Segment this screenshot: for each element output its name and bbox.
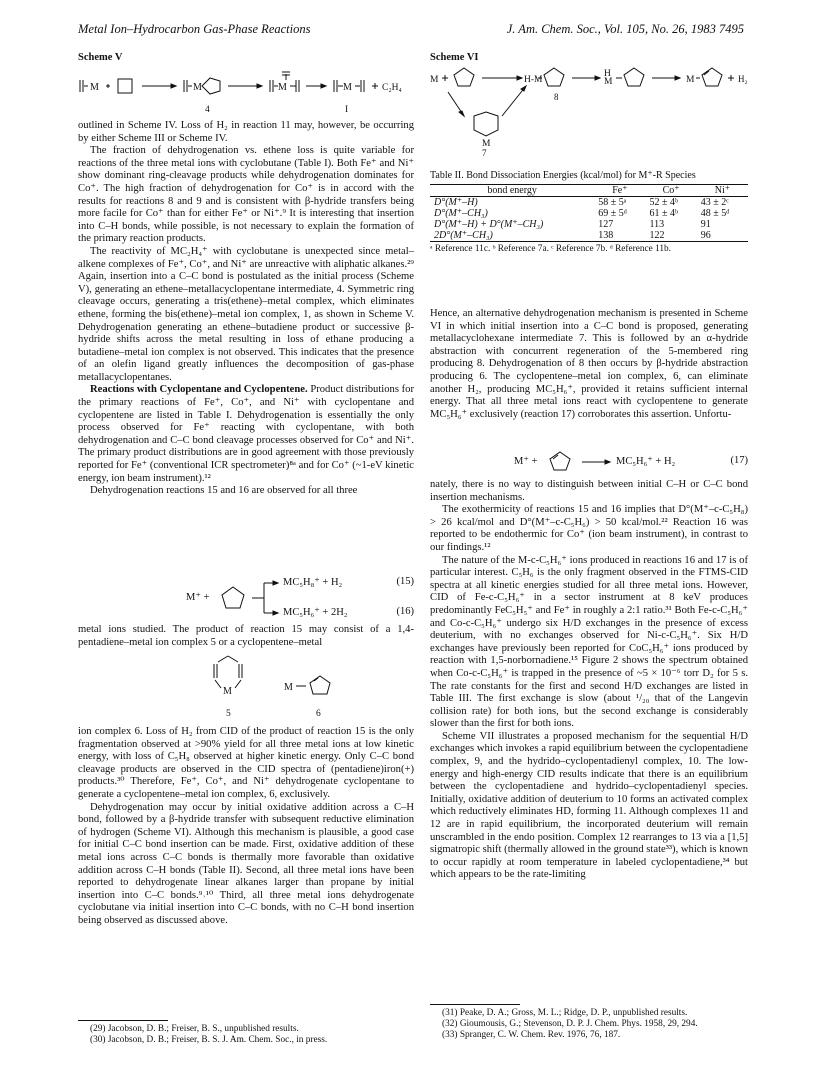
left-column-mid <box>78 624 414 649</box>
footnote-rule <box>430 1004 520 1005</box>
scheme-v-diagram <box>78 66 414 118</box>
table-row <box>430 197 748 209</box>
svg-text:M: M <box>284 682 293 693</box>
table-cell: 52 ± 4ᵇ <box>649 197 679 208</box>
section-heading: Reactions with Cyclopentane and Cyclopentene. <box>90 384 308 396</box>
table-cell: 127 <box>598 219 614 230</box>
paragraph: Hence, an alternative dehydrogenation mechanism is presented in Scheme VI in which initial insertion into a C–C bond is proposed, generating metallacyclohexane intermediate 7. This is followed by an α-hydride abstraction with concurrent regeneration of the 5-membered ring producing 8. Dehydrogenation of 8 then occurs by β-hydride abstraction producing 6. The cyclopentene–metal ion complex, 6, can eliminate another H₂, producing MC₅H₆⁺, provided it retains sufficient internal energy. That all three metal ions react with cyclopentene to generate MC₅H₆⁺ exclusively (reaction 17) corroborates this assertion. Unfortu- <box>430 308 748 420</box>
svg-text:M: M <box>278 82 287 93</box>
svg-text:M: M <box>343 82 352 93</box>
product-16: MC₅H₆⁺ + 2H₂ <box>283 607 348 618</box>
footnotes-left <box>78 1024 414 1046</box>
footnote: (31) Peake, D. A.; Gross, M. L.; Ridge, D. P., unpublished results. <box>442 1008 688 1018</box>
table-header-cell: Co⁺ <box>662 185 680 196</box>
reactant-m-plus: M⁺ + <box>186 592 210 603</box>
scheme-vi-diagram <box>430 64 760 156</box>
product-15: MC₅H₈⁺ + H₂ <box>283 577 343 588</box>
table-cell: D°(M⁺–H) <box>434 197 478 208</box>
table-cell: 2D°(M⁺–CH₃) <box>434 230 493 241</box>
product-17: MC₅H₆⁺ + H₂ <box>616 456 676 467</box>
footnotes-right <box>430 1008 748 1042</box>
structure-label-6: 6 <box>316 709 321 719</box>
paragraph-body: Product distributions for the primary reactions of Fe⁺, Co⁺, and Ni⁺ with cyclopentane and cyclopentene are listed in Table I. Dehydrogenation is essentially the only process observed for Fe⁺ reacting with cyclopentane, with both dehydrogenation and C–C bond cleavage processes observed for Co⁺ and Ni⁺. The primary product distributions are in good agreement with those previously reported for Fe⁺ (conventional ICR spectrometer)⁸ᵃ and for Co⁺ (~1-eV kinetic energy, ion beam instrument).¹² <box>78 384 414 484</box>
table-header-cell: Fe⁺ <box>612 185 628 196</box>
reaction-15-16 <box>78 575 414 621</box>
right-column-lower <box>430 479 748 882</box>
table-ii <box>430 170 748 255</box>
paragraph <box>78 384 414 485</box>
scheme-v-label-4: 4 <box>205 105 210 115</box>
scheme-vi-label-8: 8 <box>554 92 559 102</box>
scheme-v-label: Scheme V <box>78 52 123 63</box>
table-header-row <box>430 185 748 197</box>
table-cell: 43 ± 2ᶜ <box>700 197 729 208</box>
cyclopentane-structure <box>78 575 414 621</box>
scheme-v-label-1: I <box>345 105 349 115</box>
table-header-cell: bond energy <box>487 185 537 196</box>
left-column-upper <box>78 120 414 498</box>
reactant-m-plus: M⁺ + <box>514 456 538 467</box>
paragraph: The reactivity of MC₂H₄⁺ with cyclobutane is unexpected since metal–alkene complexes of Fe⁺, Co⁺, and Ni⁺ are unreactive with aliphatic alkanes.²⁹ Again, insertion into a C–C bond is postulated as the initial process (Scheme V), generating an ethene–metallacyclopentane intermediate, 4. Symmetric ring cleavage occurs, generating a tris(ethene)–metal complex, which eliminates ethene, forming the bis(ethene)–metal ion complex, 1, as shown in Scheme V. Dehydrogenation generating an ethene–butadiene product or successive β-hydride shifts across the metal resulting in loss of ethane producing a butadiene–metal ion complex is not observed. This indicates that the presence of an olefin ligand greatly influences the decomposition of gas-phase metallacyclopentanes. <box>78 245 414 383</box>
svg-text:M: M <box>686 75 695 85</box>
table-cell: 122 <box>649 230 665 241</box>
svg-text:M: M <box>604 77 613 87</box>
table-cell: 69 ± 5ᵈ <box>598 208 627 219</box>
svg-text:M: M <box>482 139 491 149</box>
structures-5-6 <box>78 652 414 722</box>
paragraph: The nature of the M-c-C₅H₆⁺ ions produced in reactions 16 and 17 is of particular interest. C₅H₆ is the only fragment observed in the FTMS-CID spectra at all kinetic energies studied for all three metal ions. However, CID of Fe-c-C₅H₆⁺ in a sector instrument at 8 keV produces predominantly FeC₅H₅⁺ and Fe⁺ in roughly a 2:1 ratio.³¹ Both Fe-c-C₅H₆⁺ and Co-c-C₅H₆⁺ undergo six H/D exchanges in the presence of excess deuterium, with no exchanges observed for Ni-c-C₅H₆⁺. Six H/D exchanges have previously been reported for CoC₅H₆⁺ ions produced by reaction with 1,5-norbornadiene.¹⁵ Figure 2 shows the spectrum obtained when Co-c-C₅H₆⁺ is trapped in the presence of ~5 × 10⁻⁶ torr D₂ for 5 s. The rate constants for the first and second H/D exchanges are listed in Table III. The first exchange is slow (about ¹/₂₀ that of the Langevin collision rate) for both ions, but the second exchange is considerably slower than the first for both ions. <box>430 554 748 730</box>
running-header-journal: J. Am. Chem. Soc., Vol. 105, No. 26, 1983 7495 <box>506 22 744 36</box>
paragraph: Scheme VII illustrates a proposed mechanism for the sequential H/D exchanges which invokes a rapid equilibrium between the cyclopentadiene complex, 9, and the hydrido–cyclopentadienyl complex, 10. The low-energy and high-energy CID results indicate that there is an equilibrium between the cyclopentadiene and hydrido–cyclopentadienyl species. Initially, oxidative addition of deuterium to 10 forms an activated complex which reductively eliminates HD, forming 11. Although complexes 11 and 12 are in rapid equilibrium, the incorporated deuterium will remain unscrambled in the endo position. Complex 12 rearranges to 13 via a [1,5] sigmatropic shift (thermally allowed in the ground state³³), which is known to occur rapidly at room temperature in labeled cyclopentadiene,³⁴ but which appears to be the rate-limiting <box>430 730 748 881</box>
eq-number-15: (15) <box>396 576 414 587</box>
running-header-title: Metal Ion–Hydrocarbon Gas-Phase Reactions <box>78 22 311 36</box>
table-footnote: ᵃ Reference 11c. ᵇ Reference 7a. ᶜ Reference 7b. ᵈ Reference 11b. <box>430 244 671 254</box>
table-cell: 138 <box>598 230 614 241</box>
svg-text:H-M: H-M <box>524 75 543 85</box>
svg-text:M: M <box>90 82 99 93</box>
table-cell: 58 ± 5ᵃ <box>598 197 627 208</box>
structure-label-5: 5 <box>226 709 231 719</box>
paragraph: The exothermicity of reactions 15 and 16 implies that D°(M⁺–c-C₅H₈) > 26 kcal/mol and D°(M⁺–c-C₅H₆) > 50 kcal/mol.²² Reaction 16 was reported to be endothermic for Co⁺ (ion beam instrument), in contrast to our findings.¹² <box>430 504 748 553</box>
paragraph: nately, there is no way to distinguish between initial C–H or C–C bond insertion mechanisms. <box>430 479 748 503</box>
reaction-17 <box>430 450 748 474</box>
table-cell: 91 <box>700 219 711 230</box>
table-cell: D°(M⁺–H) + D°(M⁺–CH₃) <box>434 219 544 230</box>
eq-number-16: (16) <box>396 606 414 617</box>
table-header-cell: Ni⁺ <box>714 185 730 196</box>
table-caption: Table II. Bond Dissociation Energies (kcal/mol) for M⁺-R Species <box>430 170 696 181</box>
footnote: (32) Gioumousis, G.; Stevenson, D. P. J. Chem. Phys. 1958, 29, 294. <box>442 1019 698 1030</box>
footnote-rule <box>78 1020 168 1021</box>
footnote: (30) Jacobson, D. B.; Freiser, B. S. J. Am. Chem. Soc., in press. <box>90 1035 328 1046</box>
scheme-v-ethene: C₂H₄ <box>382 83 402 93</box>
scheme-vi-h2: H₂ <box>738 74 748 84</box>
table-cell: 96 <box>700 230 711 241</box>
scheme-vi-label: Scheme VI <box>430 52 479 63</box>
table-cell: 61 ± 4ᵇ <box>649 208 679 219</box>
table-row <box>430 219 748 230</box>
paragraph: metal ions studied. The product of reaction 15 may consist of a 1,4-pentadiene–metal ion complex 5 or a cyclopentene–metal <box>78 624 414 648</box>
table-cell: 113 <box>649 219 665 230</box>
table-row <box>430 230 748 242</box>
footnote: (33) Spranger, C. W. Chem. Rev. 1976, 76, 187. <box>442 1030 621 1041</box>
table-cell: D°(M⁺–CH₃) <box>434 208 488 219</box>
eq-number-17: (17) <box>730 455 748 466</box>
paragraph: ion complex 6. Loss of H₂ from CID of the product of reaction 15 is the only fragmentation observed at >90% yield for all three metal ions at low kinetic energy, with loss of C₅H₈ observed at higher kinetic energy. Only C–C bond cleavage products are observed in the CID spectra of (pentadiene)iron(+) products.³⁰ Therefore, Fe⁺, Co⁺, and Ni⁺ dehydrogenate cyclopentane to generate a cyclopentene–metal ion complex, 6, exclusively. <box>78 726 414 800</box>
right-column-upper <box>430 308 748 421</box>
svg-text:M: M <box>193 82 202 93</box>
paragraph: outlined in Scheme IV. Loss of H₂ in reaction 11 may, however, be occurring by either Scheme III or Scheme IV. <box>78 120 414 144</box>
svg-text:M: M <box>223 686 232 697</box>
bond-energy-table <box>430 184 748 242</box>
table-row <box>430 208 748 219</box>
paragraph: Dehydrogenation may occur by initial oxidative addition across a C–H bond, followed by a β-hydride transfer with subsequent reductive elimination of hydrogen (Scheme VI). Although this mechanism is plausible, a good case for initial C–C bond insertion can be made. First, oxidative addition of these metal ions across C–C bonds is thermally more favorable than oxidative addition across C–H bonds (Table II). Second, all three metal ions have been reported to dehydrogenate linear alkanes larger than propane by initial insertion into C–C bonds.⁹˒¹⁰ Third, all three metal ions dehydrogenate cyclobutane via initial insertion into C–C bonds, with no C–H bond insertion being observed as discussed above. <box>78 801 414 926</box>
cyclopentene-structure <box>430 450 748 474</box>
paragraph: The fraction of dehydrogenation vs. ethene loss is quite variable for reactions of the three metal ions with cyclobutane (Table I). Both Fe⁺ and Ni⁺ show dominant ring-cleavage products while dehydrogenation dominates for Co⁺. The high fraction of dehydrogenation for Co⁺ is in accord with the results for reactions 8 and 9 and is consistent with β-hydride transfers being more facile for Co⁺ than for either Fe⁺ or Ni⁺.⁹ It is interesting that insertion into C–H bonds, while possible, is not necessary to explain the formation of the primary reaction products. <box>78 145 414 245</box>
footnote: (29) Jacobson, D. B.; Freiser, B. S., unpublished results. <box>90 1024 299 1034</box>
svg-text:M: M <box>430 75 439 85</box>
table-cell: 48 ± 5ᵈ <box>700 208 730 219</box>
svg-text:H: H <box>604 69 611 79</box>
left-column-lower <box>78 726 414 928</box>
paragraph: Dehydrogenation reactions 15 and 16 are observed for all three <box>90 485 358 497</box>
scheme-vi-label-7: 7 <box>482 148 487 156</box>
